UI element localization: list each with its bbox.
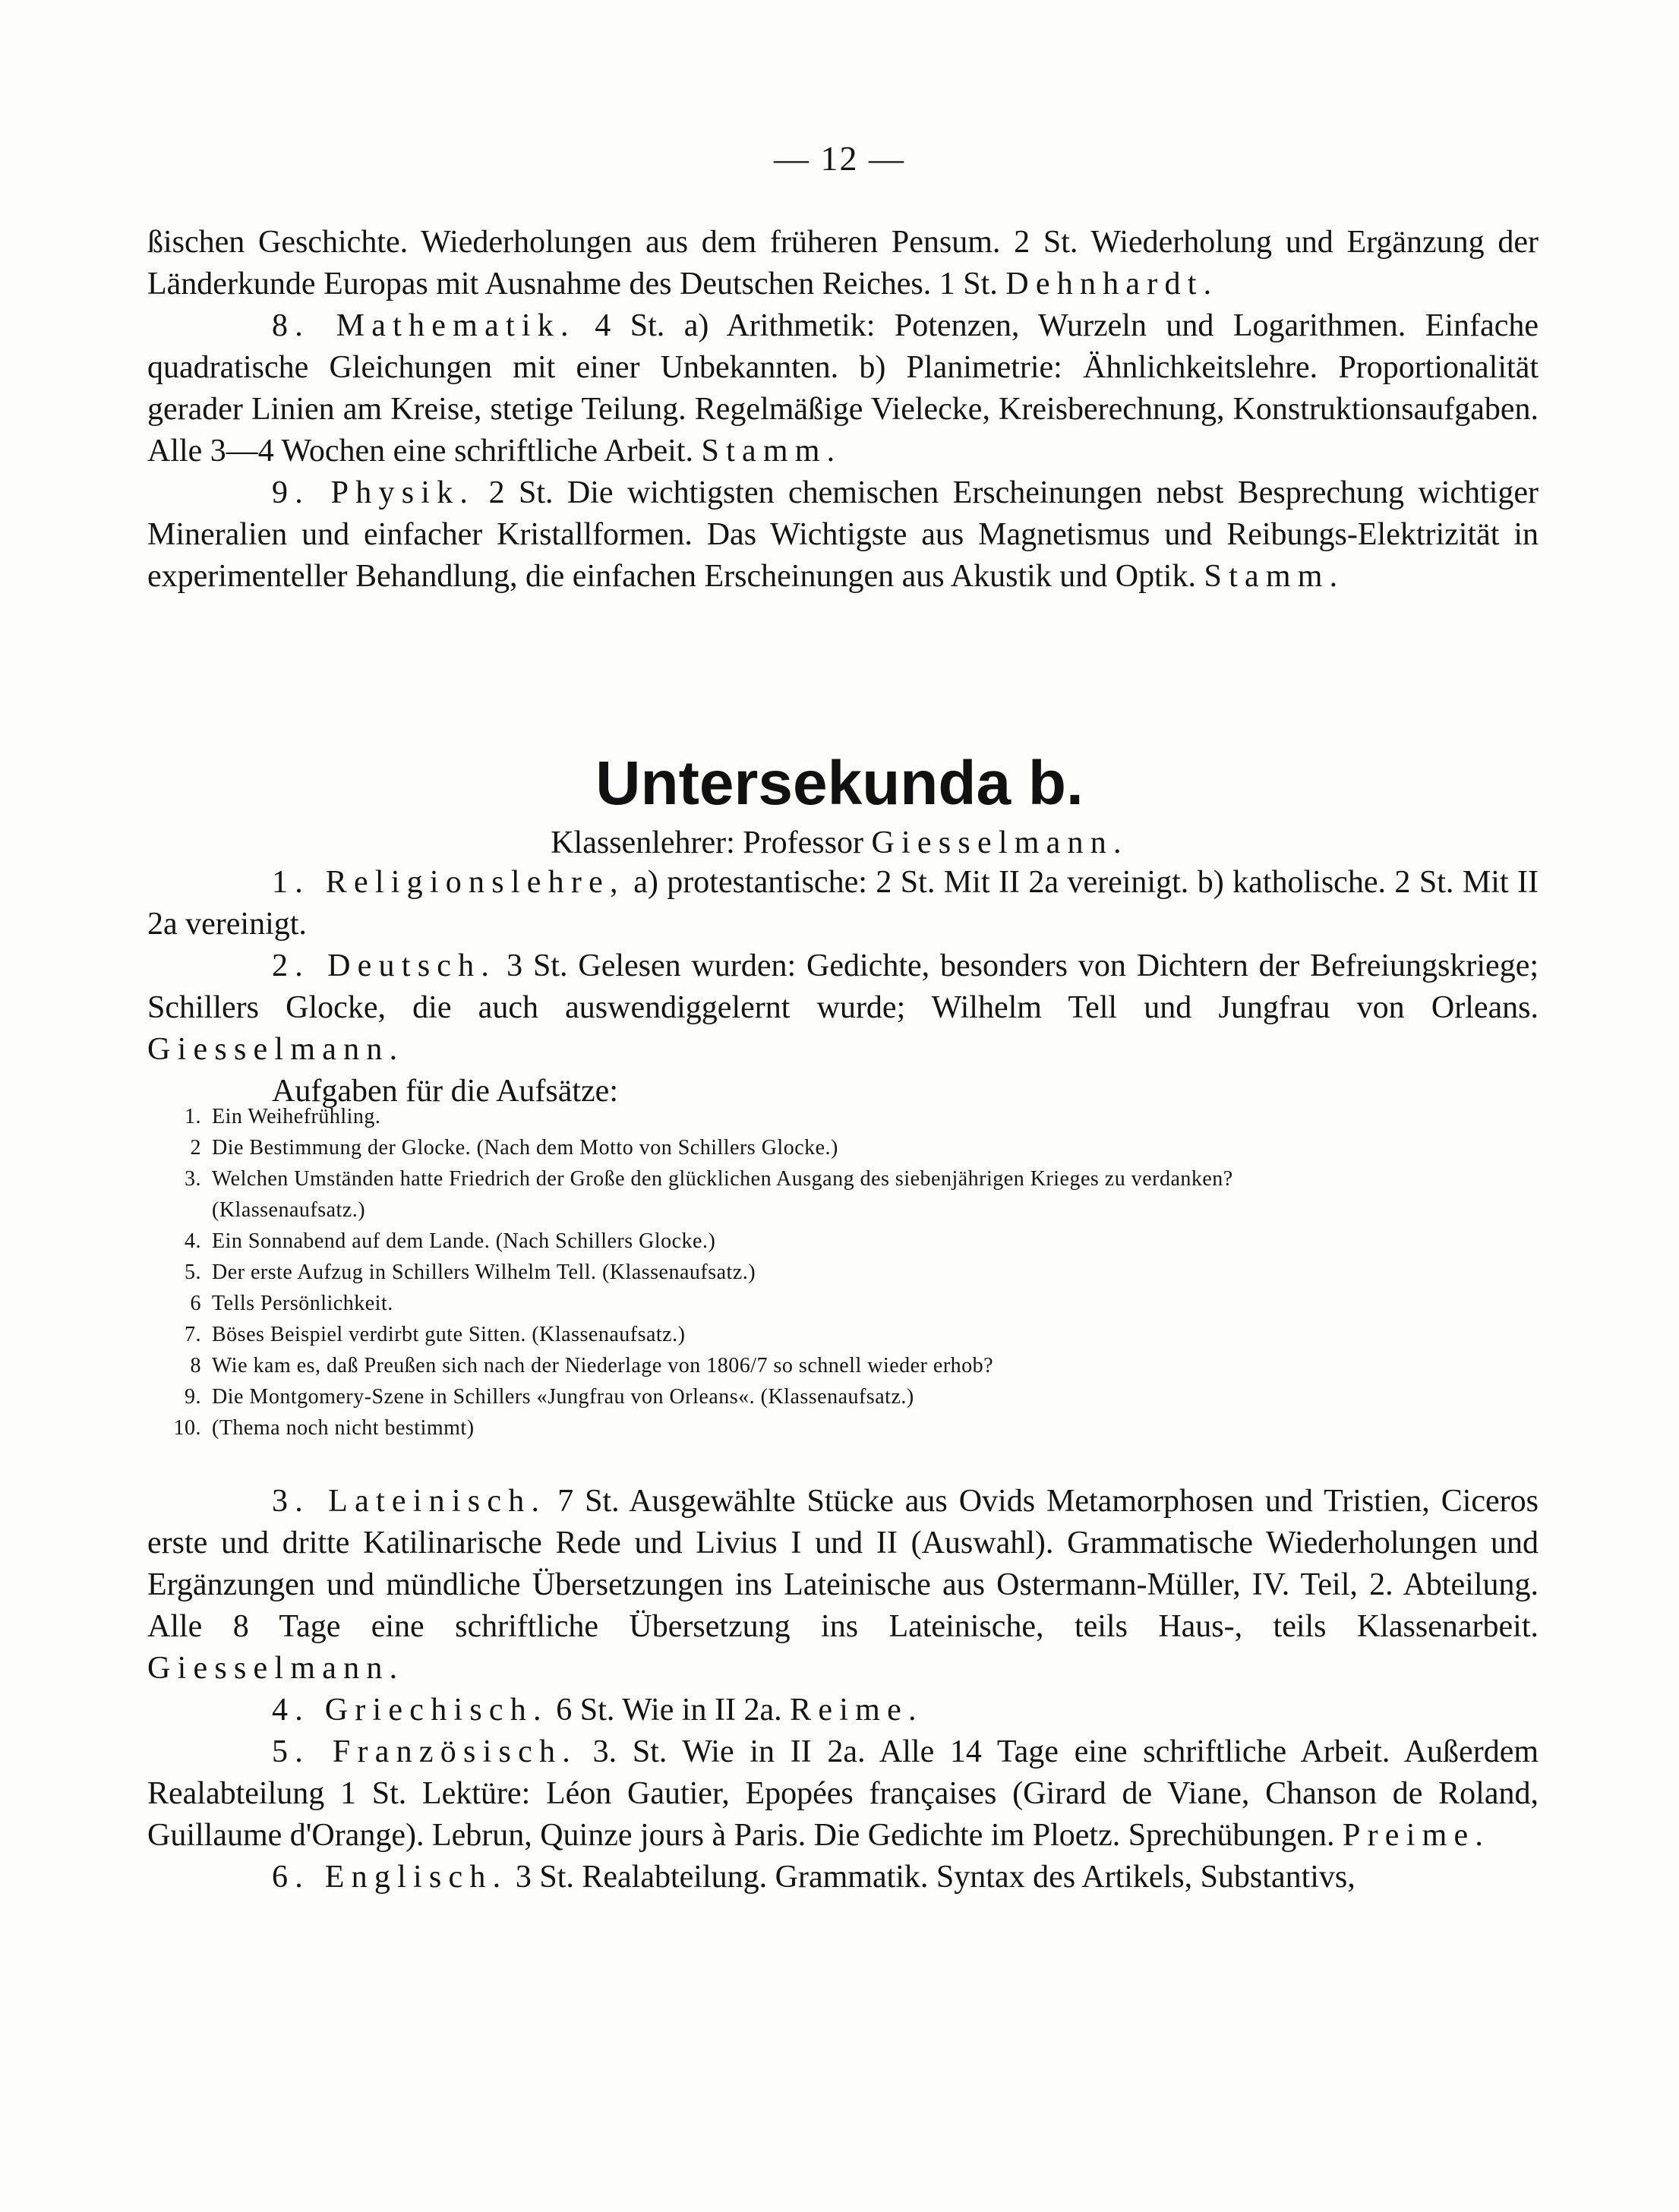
subject-label: 8. Mathematik. xyxy=(272,308,576,343)
item-text: Tells Persönlichkeit. xyxy=(212,1292,393,1315)
item-text: (Klassenaufsatz.) xyxy=(212,1198,366,1222)
paragraph-text: 7 St. Ausgewählte Stücke aus Ovids Metamorphosen und Tristien, Ciceros erste und dritte Katilinarische Rede und Livius I und II (Auswahl). Grammatische Wiederholungen und Ergänzungen und mündliche Übersetzungen ins Lateinische aus Ostermann-Müller, IV. Teil, 2. Abteilung. Alle 8 Tage eine schriftliche Übersetzung ins Lateinische, teils Haus-, teils Klassenarbeit. xyxy=(147,1484,1539,1644)
paragraph-text: 6 St. Wie in II 2a. xyxy=(556,1693,782,1728)
list-item xyxy=(171,1132,1553,1163)
list-item xyxy=(171,1319,1553,1350)
item-number: 7. xyxy=(185,1323,201,1346)
paragraph-physik xyxy=(147,472,1539,598)
paragraph-text: 3. St. Wie in II 2a. Alle 14 Tage eine schriftliche Arbeit. Außerdem Realabteilung 1 St. Lektüre: Léon Gautier, Epopées françaises (Girard de Viane, Chanson de Roland, Guillaume d'Orange). Lebrun, Quinze jours à Paris. Die Gedichte im Ploetz. Sprechübungen. xyxy=(147,1734,1539,1853)
subject-label: 4. Griechisch. xyxy=(272,1693,548,1728)
paragraph-lateinisch xyxy=(147,1481,1539,1690)
page-number: — 12 — xyxy=(774,139,905,178)
item-text: (Thema noch nicht bestimmt) xyxy=(212,1416,475,1440)
list-item xyxy=(171,1226,1553,1257)
list-item xyxy=(171,1350,1553,1381)
teacher-name: Preime. xyxy=(1342,1818,1491,1853)
item-number: 1. xyxy=(185,1105,201,1128)
paragraph-text: 3 St. Realabteilung. Grammatik. Syntax des Artikels, Substantivs, xyxy=(515,1860,1356,1895)
intro-block xyxy=(147,222,1539,598)
item-text: Ein Sonnabend auf dem Lande. (Nach Schillers Glocke.) xyxy=(212,1229,716,1253)
subject-label: 3. Lateinisch. xyxy=(272,1484,547,1519)
subject-label: 1. Religionslehre, xyxy=(272,865,625,900)
item-text: Die Bestimmung der Glocke. (Nach dem Motto von Schillers Glocke.) xyxy=(212,1136,838,1160)
subject-label: 2. Deutsch. xyxy=(272,948,497,983)
subject-label: 5. Französisch. xyxy=(272,1734,577,1769)
paragraph-deutsch xyxy=(147,945,1539,1071)
class-teacher-label: Klassenlehrer: Professor xyxy=(551,825,863,860)
item-text: Welchen Umständen hatte Friedrich der Große den glücklichen Ausgang des siebenjährigen Krieges zu verdanken? xyxy=(212,1167,1233,1191)
paragraph-geschichte xyxy=(147,222,1539,305)
list-item xyxy=(171,1257,1553,1288)
paragraph-englisch xyxy=(147,1857,1539,1898)
teacher-name: Dehnhardt. xyxy=(1005,267,1219,301)
paragraph-franzoesisch xyxy=(147,1731,1539,1857)
subjects-block xyxy=(147,862,1539,1112)
item-number: 3. xyxy=(185,1167,201,1191)
paragraph-text: 2 St. Die wichtigsten chemischen Erscheinungen nebst Besprechung wichtiger Mineralien und einfacher Kristallformen. Das Wichtigste aus Magnetismus und Reibungs-Elektrizität in experimenteller Behandlung, die einfachen Erscheinungen aus Akustik und Optik. xyxy=(147,475,1539,594)
item-number: 9. xyxy=(185,1385,201,1409)
list-item xyxy=(171,1101,1553,1132)
paragraph-religionslehre xyxy=(147,862,1539,945)
item-number: 8 xyxy=(190,1354,201,1377)
item-number: 10. xyxy=(173,1416,201,1440)
list-item-continuation xyxy=(171,1194,1553,1226)
section-title: Untersekunda b. xyxy=(595,749,1084,818)
subject-label: 9. Physik. xyxy=(272,475,475,510)
list-item xyxy=(171,1163,1553,1194)
later-subjects-block xyxy=(147,1481,1539,1898)
teacher-name: Stamm. xyxy=(701,434,842,469)
item-number: 6 xyxy=(190,1292,201,1315)
item-text: Die Montgomery-Szene in Schillers «Jungfrau von Orleans«. (Klassenaufsatz.) xyxy=(212,1385,914,1409)
paragraph-text: 3 St. Gelesen wurden: Gedichte, besonders von Dichtern der Befreiungskriege; Schillers Glocke, die auch auswendiggelernt wurde; Wilhelm Tell und Jungfrau von Orleans. xyxy=(147,948,1539,1025)
teacher-name: Stamm. xyxy=(1204,559,1345,594)
paragraph-text: ßischen Geschichte. Wiederholungen aus dem früheren Pensum. 2 St. Wiederholung und Ergänzung der Länderkunde Europas mit Ausnahme des Deutschen Reiches. 1 St. xyxy=(147,225,1539,301)
item-text: Der erste Aufzug in Schillers Wilhelm Tell. (Klassenaufsatz.) xyxy=(212,1261,756,1284)
item-text: Wie kam es, daß Preußen sich nach der Niederlage von 1806/7 so schnell wieder erhob? xyxy=(212,1354,994,1377)
class-teacher-name: Giesselmann. xyxy=(871,825,1128,860)
essay-list xyxy=(171,1101,1553,1444)
item-number: 5. xyxy=(185,1261,201,1284)
paragraph-text: a) protestantische: 2 St. Mit II 2a vereinigt. b) katholische. 2 St. Mit II 2a vereinigt. xyxy=(147,865,1539,942)
item-text: Böses Beispiel verdirbt gute Sitten. (Klassenaufsatz.) xyxy=(212,1323,686,1346)
teacher-name: Giesselmann. xyxy=(147,1651,405,1686)
list-item xyxy=(171,1381,1553,1412)
list-item xyxy=(171,1288,1553,1319)
paragraph-text: 4 St. a) Arithmetik: Potenzen, Wurzeln und Logarithmen. Einfache quadratische Gleichungen mit einer Unbekannten. b) Planimetrie: Ähnlichkeitslehre. Proportionalität gerader Linien am Kreise, stetige Teilung. Regelmäßige Vielecke, Kreisberechnung, Konstruktionsaufgaben. Alle 3—4 Wochen eine schriftliche Arbeit. xyxy=(147,308,1539,469)
list-item xyxy=(171,1412,1553,1444)
paragraph-griechisch xyxy=(147,1690,1539,1731)
essay-tasks-heading: Aufgaben für die Aufsätze: xyxy=(272,1074,618,1109)
paragraph-mathematik xyxy=(147,305,1539,472)
item-number: 4. xyxy=(185,1229,201,1253)
item-number: 2 xyxy=(190,1136,201,1160)
class-teacher-line xyxy=(0,822,1679,864)
teacher-name: Giesselmann. xyxy=(147,1032,405,1067)
item-text: Ein Weihefrühling. xyxy=(212,1105,381,1128)
teacher-name: Reime. xyxy=(790,1693,923,1728)
subject-label: 6. Englisch. xyxy=(272,1860,508,1895)
